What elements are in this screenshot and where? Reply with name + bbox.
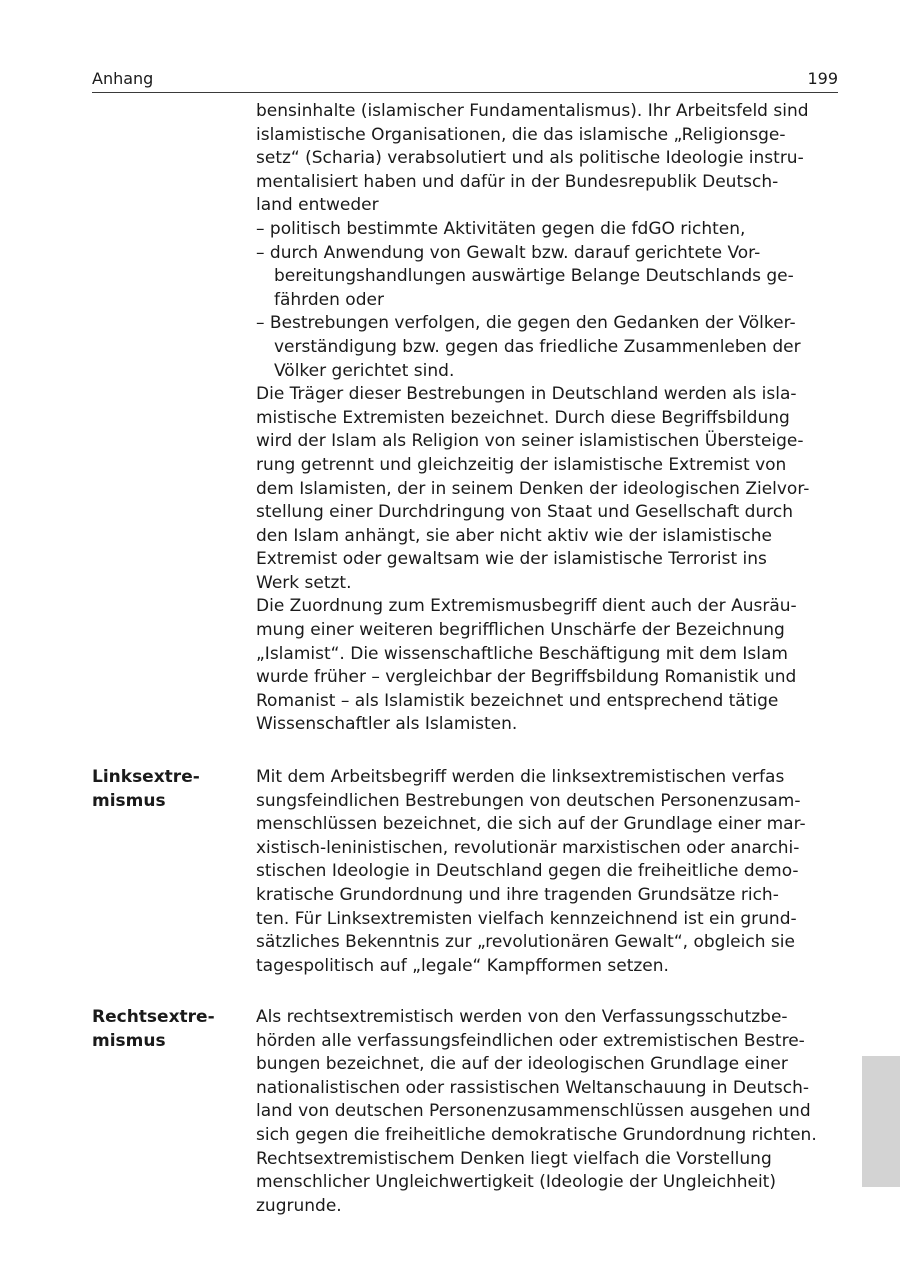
page-header (92, 68, 838, 93)
text-line: Mit dem Arbeitsbegriff werden die linksextremistischen verfas (256, 767, 785, 787)
bullet-line: – politisch bestimmte Aktivitäten gegen die fdGO richten, (256, 218, 746, 239)
text-line: mung einer weiteren begrifflichen Unschärfe der Bezeichnung (256, 620, 785, 641)
text-line: tagespolitisch auf „legale“ Kampfformen setzen. (256, 955, 669, 976)
text-line: mistische Extremisten bezeichnet. Durch diese Begriffsbildung (256, 407, 790, 428)
text-line: zugrunde. (256, 1195, 342, 1216)
bullet-line: bereitungshandlungen auswärtige Belange Deutschlands ge- (274, 266, 794, 287)
term-line: mismus (92, 790, 166, 811)
text-line: menschlicher Ungleichwertigkeit (Ideologie der Ungleichheit) (256, 1172, 776, 1193)
text-line: kratische Grundordnung und ihre tragenden Grundsätze rich- (256, 884, 779, 905)
glossary-term-linksextremismus (92, 766, 242, 813)
term-line: mismus (92, 1030, 166, 1051)
chapter-thumb-tab (862, 1056, 900, 1187)
text-line: nationalistischen oder rassistischen Weltanschauung in Deutsch- (256, 1077, 809, 1098)
text-line: Wissenschaftler als Islamisten. (256, 714, 518, 735)
text-line: rung getrennt und gleichzeitig der islamistische Extremist von (256, 454, 787, 475)
text-line: bungen bezeichnet, die auf der ideologischen Grundlage einer (256, 1054, 788, 1075)
text-line: wurde früher – vergleichbar der Begriffsbildung Romanistik und (256, 667, 797, 688)
bullet-line: fährden oder (274, 289, 384, 310)
text-line: stischen Ideologie in Deutschland gegen die freiheitliche demo- (256, 861, 799, 882)
list-item (256, 312, 846, 383)
bullet-line: verständigung bzw. gegen das friedliche Zusammenleben der (274, 336, 801, 357)
text-line: dem Islamisten, der in seinem Denken der ideologischen Zielvor- (256, 478, 810, 499)
term-line: Linksextre- (92, 767, 200, 787)
text-line: Werk setzt. (256, 572, 352, 593)
bullet-line: Völker gerichtet sind. (274, 360, 455, 381)
text-line: xistisch-leninistischen, revolutionär marxistischen oder anarchi- (256, 837, 800, 858)
glossary-definition-rechtsextremismus (256, 1006, 846, 1218)
text-line: bensinhalte (islamischer Fundamentalismus). Ihr Arbeitsfeld sind (256, 101, 809, 121)
text-line: Die Zuordnung zum Extremismusbegriff dient auch der Ausräu- (256, 596, 797, 617)
text-line: Als rechtsextremistisch werden von den Verfassungsschutzbe- (256, 1007, 788, 1027)
text-line: land von deutschen Personenzusammenschlüssen ausgehen und (256, 1101, 811, 1122)
text-line: sätzliches Bekenntnis zur „revolutionären Gewalt“, obgleich sie (256, 932, 795, 953)
text-line: hörden alle verfassungsfeindlichen oder extremistischen Bestre- (256, 1030, 805, 1051)
list-item (256, 242, 846, 313)
text-line: sungsfeindlichen Bestrebungen von deutschen Personenzusam- (256, 790, 801, 811)
text-line: islamistische Organisationen, die das islamische „Religionsge- (256, 124, 786, 145)
glossary-term-rechtsextremismus (92, 1006, 242, 1053)
text-line: wird der Islam als Religion von seiner islamistischen Übersteige- (256, 431, 804, 452)
text-line: Die Träger dieser Bestrebungen in Deutschland werden als isla- (256, 384, 797, 405)
page-number: 199 (807, 69, 838, 88)
text-line: land entweder (256, 195, 379, 216)
text-line: ten. Für Linksextremisten vielfach kennzeichnend ist ein grund- (256, 908, 797, 929)
text-line: sich gegen die freiheitliche demokratische Grundordnung richten. (256, 1124, 817, 1145)
text-line: „Islamist“. Die wissenschaftliche Beschäftigung mit dem Islam (256, 643, 788, 664)
list-item (256, 218, 846, 242)
text-line: Rechtsextremistischem Denken liegt vielfach die Vorstellung (256, 1148, 772, 1169)
text-line: Extremist oder gewaltsam wie der islamistische Terrorist ins (256, 549, 767, 570)
text-line: den Islam anhängt, sie aber nicht aktiv wie der islamistische (256, 525, 772, 546)
islamismus-continuation (256, 100, 846, 737)
glossary-definition-linksextremismus (256, 766, 846, 978)
text-line: menschlüssen bezeichnet, die sich auf der Grundlage einer mar- (256, 814, 806, 835)
text-line: setz“ (Scharia) verabsolutiert und als politische Ideologie instru- (256, 148, 804, 169)
text-line: stellung einer Durchdringung von Staat und Gesellschaft durch (256, 502, 793, 523)
bullet-line: – Bestrebungen verfolgen, die gegen den Gedanken der Völker- (256, 313, 796, 334)
running-head-section: Anhang (92, 69, 154, 88)
text-line: Romanist – als Islamistik bezeichnet und entsprechend tätige (256, 690, 779, 711)
text-line: mentalisiert haben und dafür in der Bundesrepublik Deutsch- (256, 171, 779, 192)
bullet-line: – durch Anwendung von Gewalt bzw. darauf gerichtete Vor- (256, 242, 761, 263)
bullet-list (256, 218, 846, 383)
term-line: Rechtsextre- (92, 1007, 215, 1027)
